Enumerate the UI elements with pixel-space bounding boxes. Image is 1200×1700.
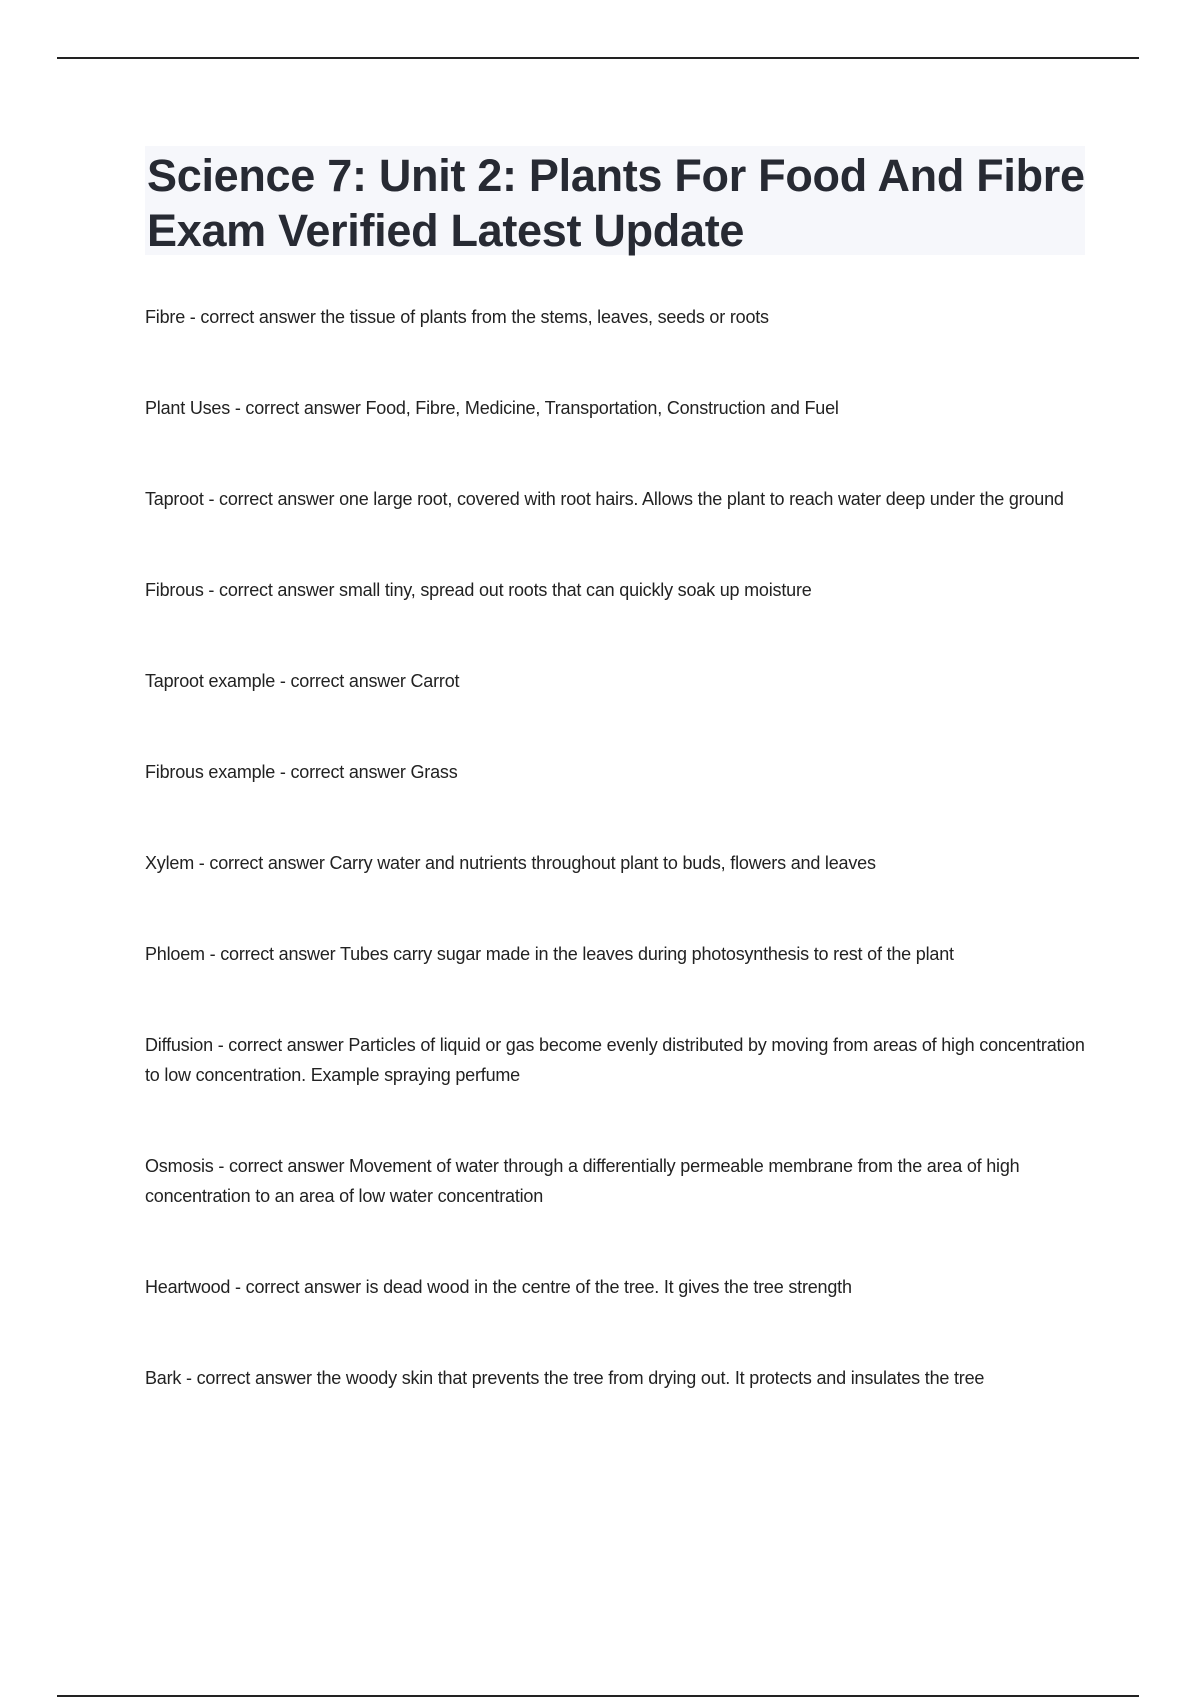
document-title: Science 7: Unit 2: Plants For Food And Fibre Exam Verified Latest Update <box>147 150 1085 256</box>
qa-entry: Osmosis - correct answer Movement of water through a differentially permeable membrane from the area of high concentration to an area of low water concentration <box>145 1156 1020 1206</box>
top-divider <box>57 57 1139 59</box>
qa-entry: Plant Uses - correct answer Food, Fibre, Medicine, Transportation, Construction and Fuel <box>145 398 839 418</box>
qa-entry: Phloem - correct answer Tubes carry sugar made in the leaves during photosynthesis to rest of the plant <box>145 944 954 964</box>
qa-entry: Fibre - correct answer the tissue of plants from the stems, leaves, seeds or roots <box>145 307 769 327</box>
qa-entry: Diffusion - correct answer Particles of liquid or gas become evenly distributed by moving from areas of high concentration to low concentration. Example spraying perfume <box>145 1035 1085 1085</box>
qa-entry: Taproot example - correct answer Carrot <box>145 671 460 691</box>
qa-entry: Fibrous - correct answer small tiny, spread out roots that can quickly soak up moisture <box>145 580 812 600</box>
qa-entry: Taproot - correct answer one large root, covered with root hairs. Allows the plant to reach water deep under the ground <box>145 489 1064 509</box>
title-block <box>145 146 1085 255</box>
qa-entry: Xylem - correct answer Carry water and nutrients throughout plant to buds, flowers and leaves <box>145 853 876 873</box>
qa-entry: Bark - correct answer the woody skin that prevents the tree from drying out. It protects and insulates the tree <box>145 1368 985 1388</box>
bottom-divider <box>57 1695 1139 1697</box>
qa-entry: Heartwood - correct answer is dead wood in the centre of the tree. It gives the tree strength <box>145 1277 852 1297</box>
qa-list <box>145 302 1090 1454</box>
qa-entry: Fibrous example - correct answer Grass <box>145 762 458 782</box>
